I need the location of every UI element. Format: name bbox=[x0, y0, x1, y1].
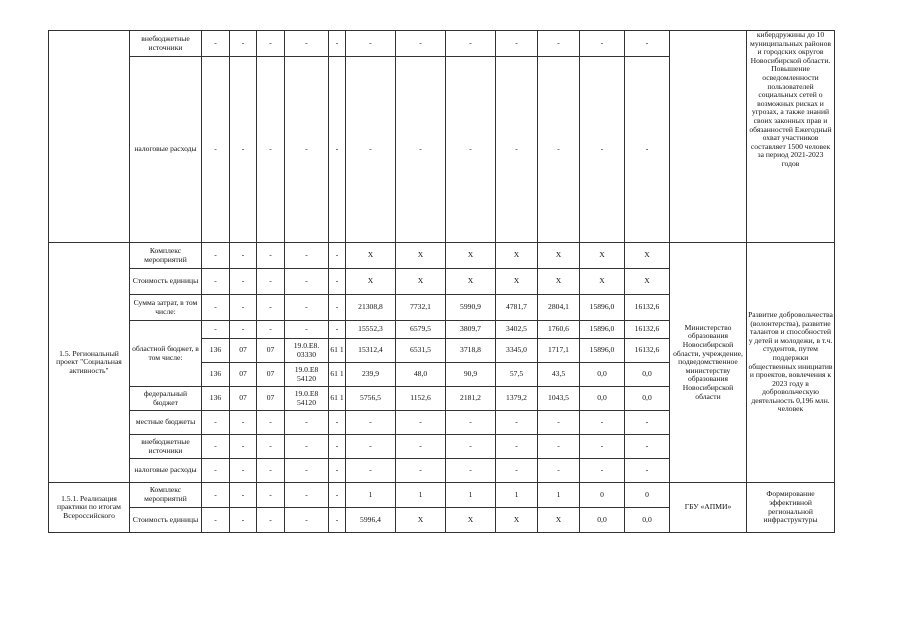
table-cell: 19.0.E8 54120 bbox=[285, 363, 329, 387]
table-cell: - bbox=[202, 483, 230, 508]
table-cell: - bbox=[202, 31, 230, 57]
table-cell: 0 bbox=[580, 483, 625, 508]
table-cell: 0,0 bbox=[625, 363, 670, 387]
table-cell: - bbox=[329, 483, 346, 508]
table-cell: X bbox=[346, 243, 396, 269]
table-cell: - bbox=[285, 31, 329, 57]
table-cell: 15896,0 bbox=[580, 339, 625, 363]
row-label: внебюджетные источники bbox=[130, 31, 202, 57]
table-cell: - bbox=[538, 459, 580, 483]
table-cell: X bbox=[580, 243, 625, 269]
table-cell: 3718,8 bbox=[446, 339, 496, 363]
table-cell: 21308,8 bbox=[346, 295, 396, 321]
table-cell: - bbox=[285, 321, 329, 339]
table-cell: - bbox=[625, 411, 670, 435]
table-cell: 5756,5 bbox=[346, 387, 396, 411]
table-cell: 7732,1 bbox=[396, 295, 446, 321]
program-name-cell bbox=[49, 31, 130, 243]
table-cell: - bbox=[202, 321, 230, 339]
table-cell: 5990,9 bbox=[446, 295, 496, 321]
table-cell: 0,0 bbox=[580, 508, 625, 533]
table-cell: 0,0 bbox=[625, 508, 670, 533]
table-cell: 61 1 bbox=[329, 387, 346, 411]
row-label: внебюджетные источники bbox=[130, 435, 202, 459]
table-cell: - bbox=[257, 31, 285, 57]
table-cell: 07 bbox=[230, 363, 257, 387]
table-cell: - bbox=[230, 483, 257, 508]
table-cell: - bbox=[580, 459, 625, 483]
project-name-cell: 1.5. Региональный проект "Социальная активность" bbox=[49, 243, 130, 483]
table-cell: 61 1 bbox=[329, 339, 346, 363]
table-cell: X bbox=[446, 243, 496, 269]
table-cell: - bbox=[538, 31, 580, 57]
table-cell: X bbox=[496, 269, 538, 295]
table-cell: - bbox=[285, 508, 329, 533]
table-cell: - bbox=[285, 459, 329, 483]
table-cell: - bbox=[538, 57, 580, 243]
table-cell: - bbox=[202, 411, 230, 435]
table-cell: - bbox=[538, 435, 580, 459]
table-cell: X bbox=[496, 243, 538, 269]
table-cell: 1 bbox=[496, 483, 538, 508]
table-cell: X bbox=[446, 508, 496, 533]
table-cell: 0,0 bbox=[625, 387, 670, 411]
table-cell: X bbox=[625, 243, 670, 269]
table-cell: - bbox=[496, 57, 538, 243]
table-cell: - bbox=[396, 57, 446, 243]
table-cell: - bbox=[230, 459, 257, 483]
table-row bbox=[49, 243, 879, 269]
table-cell: - bbox=[230, 31, 257, 57]
table-cell: - bbox=[580, 435, 625, 459]
table-cell: - bbox=[496, 435, 538, 459]
table-cell: - bbox=[257, 483, 285, 508]
table-cell: - bbox=[285, 483, 329, 508]
item-name-cell: 1.5.1. Реализация практики по итогам Всероссийского bbox=[49, 483, 130, 533]
table-cell: - bbox=[496, 459, 538, 483]
table-cell: - bbox=[230, 57, 257, 243]
table-cell: - bbox=[329, 411, 346, 435]
budget-table bbox=[48, 30, 879, 533]
row-label: Стоимость единицы bbox=[130, 508, 202, 533]
table-cell: - bbox=[230, 321, 257, 339]
table-cell: 19.0.E8 54120 bbox=[285, 387, 329, 411]
table-cell: 57,5 bbox=[496, 363, 538, 387]
result-cell: Развитие добровольчества (волонтерства), развитие талантов и способностей у детей и молодежи, в т.ч. студентов, путем поддержки общественных инициатив и проектов, вовлечения к 2023 году в добровольческую деятельность 0,196 млн. человек bbox=[747, 243, 835, 483]
executor-cell: ГБУ «АПМИ» bbox=[670, 483, 747, 533]
table-cell: 07 bbox=[230, 339, 257, 363]
table-cell: - bbox=[202, 459, 230, 483]
table-cell: X bbox=[538, 269, 580, 295]
table-cell: - bbox=[538, 411, 580, 435]
table-cell: - bbox=[329, 295, 346, 321]
row-label: Сумма затрат, в том числе: bbox=[130, 295, 202, 321]
row-label: федеральный бюджет bbox=[130, 387, 202, 411]
result-cell: кибердружины до 10 муниципальных районов и городских округов Новосибирской области. Повышение осведомленности пользователей социальных сетей о возможных рисках и угрозах, а также знаний своих законных прав и обязанностей Ежегодный охват участников составляет 1500 человек за период 2021-2023 годов bbox=[747, 31, 835, 243]
table-cell: X bbox=[496, 508, 538, 533]
table-cell: - bbox=[285, 243, 329, 269]
row-label: местные бюджеты bbox=[130, 411, 202, 435]
table-cell: - bbox=[230, 295, 257, 321]
table-cell: 4781,7 bbox=[496, 295, 538, 321]
table-cell: - bbox=[257, 57, 285, 243]
table-cell: X bbox=[446, 269, 496, 295]
table-cell: - bbox=[230, 508, 257, 533]
row-label: Комплекс мероприятий bbox=[130, 243, 202, 269]
table-cell: 15552,3 bbox=[346, 321, 396, 339]
table-cell: - bbox=[202, 295, 230, 321]
table-cell: 16132,6 bbox=[625, 321, 670, 339]
table-cell: - bbox=[202, 508, 230, 533]
spacer-cell bbox=[835, 243, 879, 483]
table-cell: 3345,0 bbox=[496, 339, 538, 363]
table-cell: 1 bbox=[538, 483, 580, 508]
table-cell: - bbox=[329, 57, 346, 243]
row-label: Стоимость единицы bbox=[130, 269, 202, 295]
table-cell: - bbox=[396, 459, 446, 483]
table-cell: 1 bbox=[396, 483, 446, 508]
table-cell: - bbox=[580, 411, 625, 435]
table-cell: 15312,4 bbox=[346, 339, 396, 363]
table-cell: - bbox=[285, 435, 329, 459]
table-cell: - bbox=[329, 269, 346, 295]
table-cell: 1043,5 bbox=[538, 387, 580, 411]
table-cell: - bbox=[230, 243, 257, 269]
table-cell: - bbox=[580, 57, 625, 243]
table-cell: 19.0.E8. 03330 bbox=[285, 339, 329, 363]
table-cell: - bbox=[202, 269, 230, 295]
table-cell: X bbox=[396, 269, 446, 295]
table-cell: - bbox=[580, 31, 625, 57]
table-cell: - bbox=[625, 459, 670, 483]
table-cell: 07 bbox=[257, 363, 285, 387]
spacer-cell bbox=[835, 483, 879, 533]
table-cell: - bbox=[446, 57, 496, 243]
table-cell: 5996,4 bbox=[346, 508, 396, 533]
table-cell: - bbox=[396, 31, 446, 57]
row-label: Комплекс мероприятий bbox=[130, 483, 202, 508]
table-cell: 0 bbox=[625, 483, 670, 508]
row-label: налоговые расходы bbox=[130, 459, 202, 483]
table-cell: - bbox=[496, 31, 538, 57]
table-cell: 90,9 bbox=[446, 363, 496, 387]
table-cell: 07 bbox=[257, 387, 285, 411]
table-cell: 1717,1 bbox=[538, 339, 580, 363]
table-cell: - bbox=[285, 269, 329, 295]
table-cell: - bbox=[230, 411, 257, 435]
table-cell: - bbox=[346, 435, 396, 459]
table-cell: - bbox=[329, 243, 346, 269]
table-cell: 48,0 bbox=[396, 363, 446, 387]
table-cell: - bbox=[257, 295, 285, 321]
table-cell: - bbox=[329, 435, 346, 459]
table-cell: - bbox=[257, 508, 285, 533]
table-cell: 15896,0 bbox=[580, 295, 625, 321]
executor-cell bbox=[670, 31, 747, 243]
table-cell: 1152,6 bbox=[396, 387, 446, 411]
table-cell: - bbox=[396, 435, 446, 459]
table-cell: 07 bbox=[257, 339, 285, 363]
table-cell: X bbox=[538, 508, 580, 533]
table-cell: - bbox=[257, 459, 285, 483]
table-cell: 239,9 bbox=[346, 363, 396, 387]
table-cell: - bbox=[625, 435, 670, 459]
table-cell: - bbox=[329, 459, 346, 483]
table-cell: X bbox=[625, 269, 670, 295]
table-cell: 1 bbox=[446, 483, 496, 508]
table-cell: 6531,5 bbox=[396, 339, 446, 363]
table-cell: - bbox=[230, 269, 257, 295]
table-cell: - bbox=[202, 435, 230, 459]
table-cell: 136 bbox=[202, 363, 230, 387]
table-cell: 0,0 bbox=[580, 363, 625, 387]
table-cell: X bbox=[396, 243, 446, 269]
table-cell: 0,0 bbox=[580, 387, 625, 411]
table-cell: - bbox=[446, 435, 496, 459]
table-cell: - bbox=[346, 411, 396, 435]
result-cell: Формирование эффективной региональной инфраструктуры bbox=[747, 483, 835, 533]
table-cell: X bbox=[396, 508, 446, 533]
table-cell: - bbox=[257, 411, 285, 435]
table-cell: 1 bbox=[346, 483, 396, 508]
table-cell: - bbox=[329, 31, 346, 57]
row-label: налоговые расходы bbox=[130, 57, 202, 243]
table-cell: - bbox=[346, 459, 396, 483]
table-cell: - bbox=[446, 459, 496, 483]
table-cell: - bbox=[285, 57, 329, 243]
table-cell: - bbox=[625, 57, 670, 243]
table-cell: - bbox=[285, 295, 329, 321]
table-cell: - bbox=[230, 435, 257, 459]
table-cell: 61 1 bbox=[329, 363, 346, 387]
table-row bbox=[49, 483, 879, 508]
table-cell: X bbox=[538, 243, 580, 269]
table-cell: 136 bbox=[202, 387, 230, 411]
table-cell: - bbox=[329, 508, 346, 533]
table-cell: X bbox=[580, 269, 625, 295]
table-cell: - bbox=[446, 31, 496, 57]
table-cell: 15896,0 bbox=[580, 321, 625, 339]
spacer-cell bbox=[835, 31, 879, 243]
table-cell: - bbox=[257, 243, 285, 269]
table-cell: - bbox=[257, 321, 285, 339]
table-cell: 3402,5 bbox=[496, 321, 538, 339]
table-cell: - bbox=[346, 31, 396, 57]
table-cell: - bbox=[446, 411, 496, 435]
table-cell: 43,5 bbox=[538, 363, 580, 387]
table-cell: - bbox=[257, 435, 285, 459]
table-cell: - bbox=[285, 411, 329, 435]
table-cell: 136 bbox=[202, 339, 230, 363]
table-cell: 16132,6 bbox=[625, 339, 670, 363]
table-cell: - bbox=[396, 411, 446, 435]
table-row bbox=[49, 31, 879, 57]
row-label: областной бюджет, в том числе: bbox=[130, 321, 202, 387]
table-cell: 1379,2 bbox=[496, 387, 538, 411]
table-cell: 1760,6 bbox=[538, 321, 580, 339]
table-cell: - bbox=[496, 411, 538, 435]
table-cell: 07 bbox=[230, 387, 257, 411]
table-cell: 3809,7 bbox=[446, 321, 496, 339]
table-cell: - bbox=[329, 321, 346, 339]
table-cell: - bbox=[346, 57, 396, 243]
table-cell: X bbox=[346, 269, 396, 295]
table-cell: 6579,5 bbox=[396, 321, 446, 339]
table-cell: - bbox=[202, 243, 230, 269]
table-cell: - bbox=[625, 31, 670, 57]
table-cell: 2181,2 bbox=[446, 387, 496, 411]
table-cell: 16132,6 bbox=[625, 295, 670, 321]
table-cell: 2804,1 bbox=[538, 295, 580, 321]
table-cell: - bbox=[257, 269, 285, 295]
executor-cell: Министерство образования Новосибирской области, учреждение, подведомственное министерству образования Новосибирской области bbox=[670, 243, 747, 483]
table-cell: - bbox=[202, 57, 230, 243]
